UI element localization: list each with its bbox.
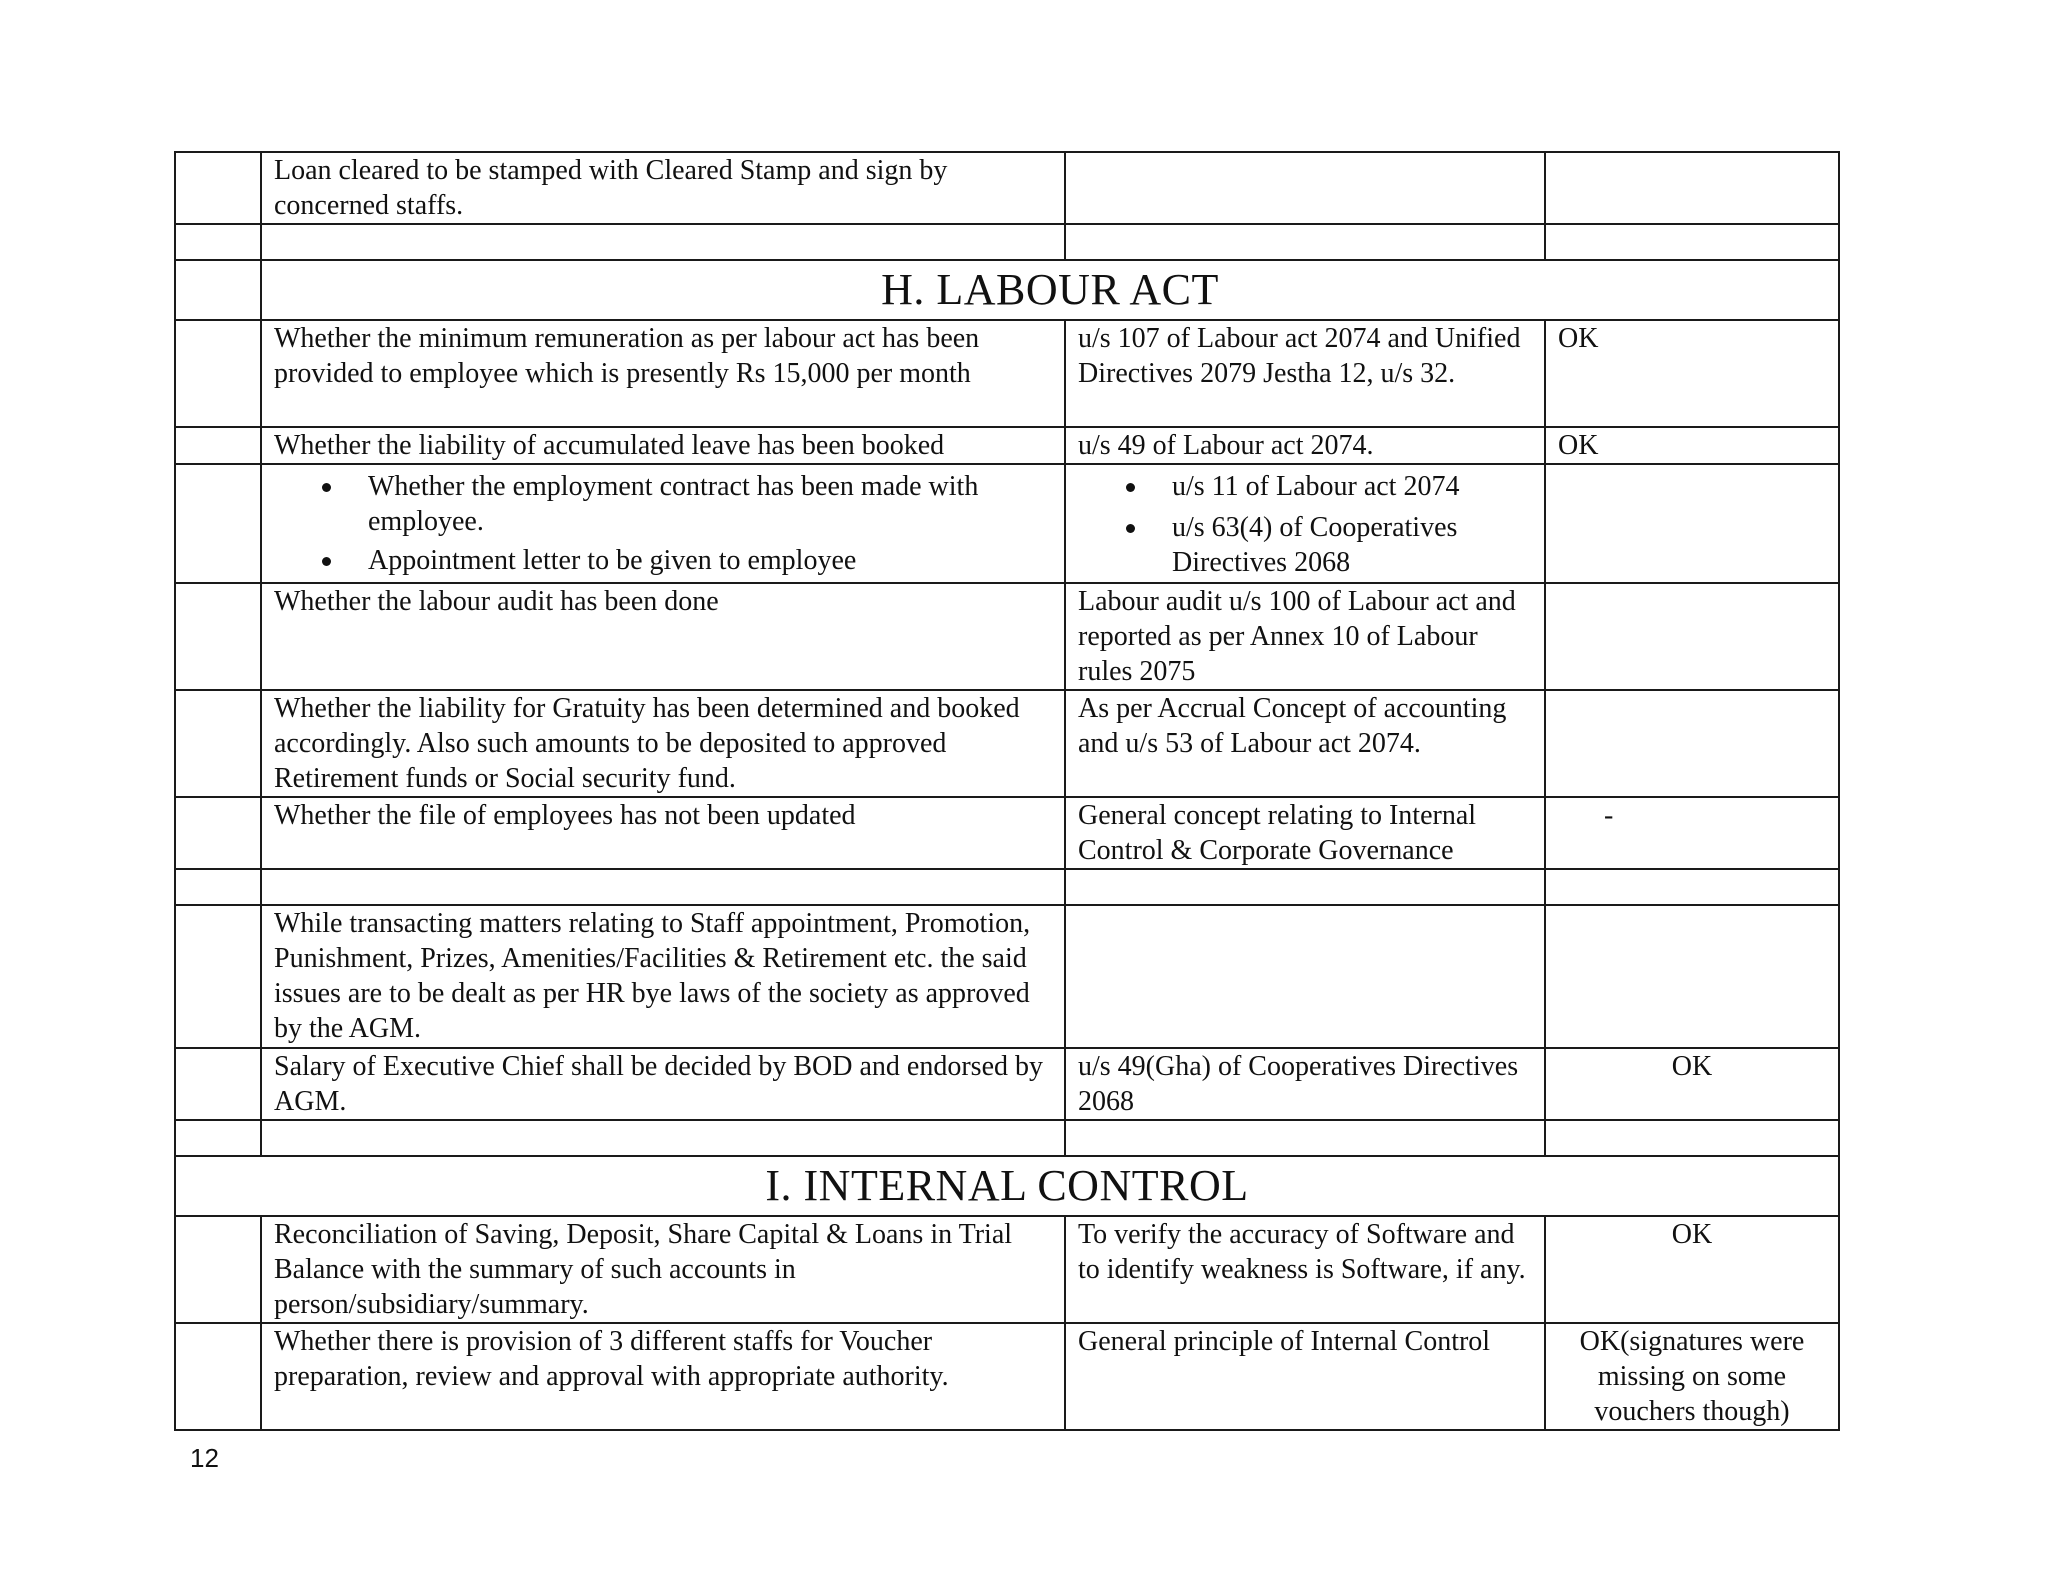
criteria-cell: Salary of Executive Chief shall be decided by BOD and endorsed by AGM. — [261, 1048, 1065, 1120]
remark-cell: - — [1545, 797, 1839, 869]
criteria-cell: Whether there is provision of 3 different staffs for Voucher preparation, review and approval with appropriate authority. — [261, 1323, 1065, 1430]
reference-cell: General concept relating to Internal Control & Corporate Governance — [1065, 797, 1545, 869]
sn-cell — [175, 152, 261, 224]
reference-cell: General principle of Internal Control — [1065, 1323, 1545, 1430]
reference-cell — [1065, 464, 1545, 583]
list-item: Appointment letter to be given to employee — [368, 543, 1052, 578]
remark-cell: OK — [1545, 427, 1839, 464]
reference-cell: u/s 49(Gha) of Cooperatives Directives 2068 — [1065, 1048, 1545, 1120]
remark-cell: OK — [1545, 1216, 1839, 1323]
table-row — [175, 1048, 1839, 1120]
criteria-cell: While transacting matters relating to Staff appointment, Promotion, Punishment, Prizes, Amenities/Facilities & Retirement etc. the said issues are to be dealt as per HR bye laws of the society as approved by the AGM. — [261, 905, 1065, 1048]
reference-bullet-list — [1078, 469, 1532, 580]
reference-cell: Labour audit u/s 100 of Labour act and reported as per Annex 10 of Labour rules 2075 — [1065, 583, 1545, 690]
criteria-cell: Whether the file of employees has not been updated — [261, 797, 1065, 869]
table-row — [175, 320, 1839, 427]
table-row — [175, 1323, 1839, 1430]
criteria-cell: Whether the liability of accumulated leave has been booked — [261, 427, 1065, 464]
remark-cell — [1545, 152, 1839, 224]
page-number: 12 — [190, 1443, 219, 1473]
table-row-blank — [175, 869, 1839, 905]
criteria-cell: Loan cleared to be stamped with Cleared Stamp and sign by concerned staffs. — [261, 152, 1065, 224]
section-row-internal-control — [175, 1156, 1839, 1216]
list-item: u/s 63(4) of Cooperatives Directives 2068 — [1172, 510, 1532, 580]
remark-cell — [1545, 583, 1839, 690]
table-row — [175, 797, 1839, 869]
remark-cell — [1545, 690, 1839, 797]
criteria-cell: Whether the liability for Gratuity has been determined and booked accordingly. Also such amounts to be deposited to approved Retirement funds or Social security fund. — [261, 690, 1065, 797]
list-item: u/s 11 of Labour act 2074 — [1172, 469, 1532, 504]
reference-cell — [1065, 905, 1545, 1048]
audit-checklist-table — [174, 151, 1840, 1431]
criteria-cell — [261, 464, 1065, 583]
reference-cell: To verify the accuracy of Software and to identify weakness is Software, if any. — [1065, 1216, 1545, 1323]
criteria-bullet-list — [274, 469, 1052, 578]
reference-cell — [1065, 152, 1545, 224]
table-row-blank — [175, 1120, 1839, 1156]
remark-cell: OK — [1545, 1048, 1839, 1120]
remark-cell — [1545, 464, 1839, 583]
section-heading-internal-control: I. INTERNAL CONTROL — [175, 1156, 1839, 1216]
table-row — [175, 690, 1839, 797]
list-item: Whether the employment contract has been made with employee. — [368, 469, 1052, 539]
reference-cell: As per Accrual Concept of accounting and u/s 53 of Labour act 2074. — [1065, 690, 1545, 797]
reference-cell: u/s 49 of Labour act 2074. — [1065, 427, 1545, 464]
table-row — [175, 464, 1839, 583]
section-heading-labour-act: H. LABOUR ACT — [261, 260, 1839, 320]
table-row — [175, 905, 1839, 1048]
table-row — [175, 152, 1839, 224]
table-row-blank — [175, 224, 1839, 260]
table-row — [175, 1216, 1839, 1323]
remark-cell: OK(signatures were missing on some vouchers though) — [1545, 1323, 1839, 1430]
reference-cell: u/s 107 of Labour act 2074 and Unified Directives 2079 Jestha 12, u/s 32. — [1065, 320, 1545, 427]
criteria-cell: Whether the minimum remuneration as per labour act has been provided to employee which is presently Rs 15,000 per month — [261, 320, 1065, 427]
remark-cell: OK — [1545, 320, 1839, 427]
section-row-labour-act — [175, 260, 1839, 320]
table-row — [175, 583, 1839, 690]
remark-cell — [1545, 905, 1839, 1048]
criteria-cell: Whether the labour audit has been done — [261, 583, 1065, 690]
criteria-cell: Reconciliation of Saving, Deposit, Share Capital & Loans in Trial Balance with the summary of such accounts in person/subsidiary/summary. — [261, 1216, 1065, 1323]
table-row — [175, 427, 1839, 464]
